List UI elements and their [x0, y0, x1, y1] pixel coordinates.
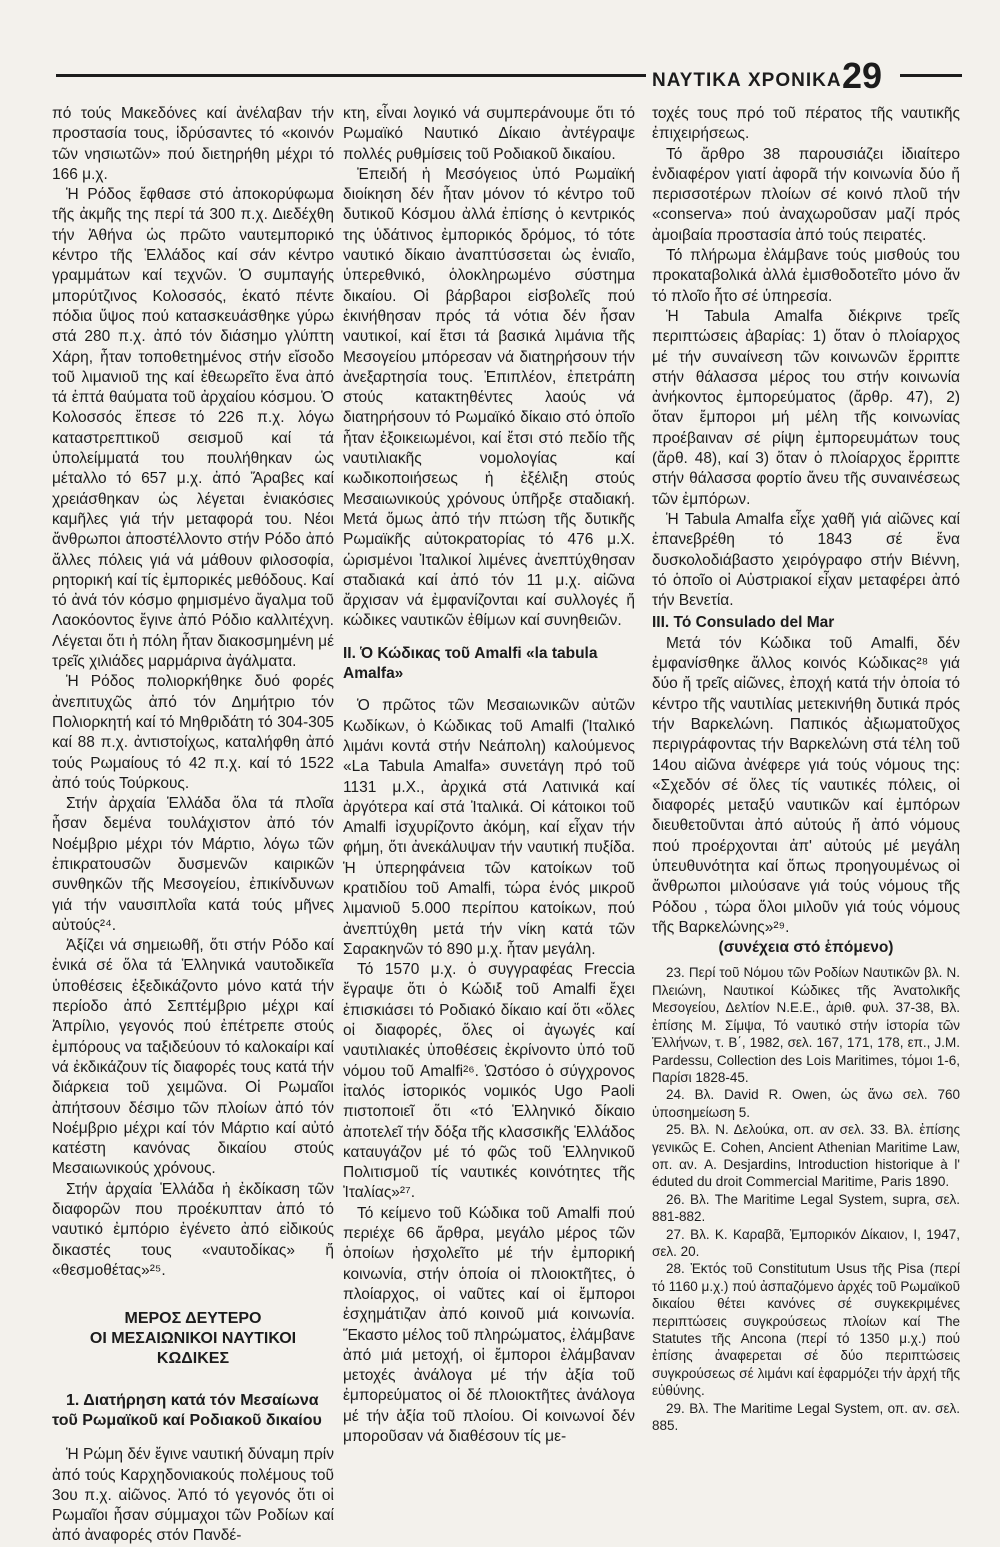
paragraph: Στήν ἀρχαία Ἑλλάδα ὅλα τά πλοῖα ἦσαν δεμένα τουλάχιστον ἀπό τόν Νοέμβριο μέχρι τόν Μάρτιο, λόγω τῶν ἐπικρατουσῶν δυσμενῶν καιρικῶν συνθηκῶν τῆς Μεσογείου, ἐπικίνδυνων γιά τήν ναυσιπλοΐα κατά τούς μῆνες αὐτούς²⁴. [52, 795, 334, 934]
subsection-title: 1. Διατήρηση κατά τόν Μεσαίωνα τοῦ Ρωμαϊκοῦ καί Ροδιακοῦ δικαίου [52, 1392, 322, 1430]
section-title: II. Ὁ Κώδικας τοῦ Amalfi «la tabula Amalfa» [343, 644, 598, 683]
paragraph: Ἐπειδή ἡ Μεσόγειος ὑπό Ρωμαϊκή διοίκηση δέν ἦταν μόνον τό κέντρο τοῦ δυτικοῦ Κόσμου ἀλλά ἐπίσης ὁ κεντρικός της ὑδάτινος ἐμπορικός δρόμος, τό τότε ναυτικό δίκαιο ἀναπτύσσεται ὡς ἑνιαῖο, ὑπερεθνικό, ὁλοκληρωμένο σύστημα δικαίου. Οἱ βάρβαροι εἰσβολεῖς πού ἐκινήθησαν πρός τά νότια δέν ἦσαν ναυτικοί, καί ἔτσι τά βασικά λιμάνια τῆς Μεσογείου μπόρεσαν νά διατηρήσουν τήν ἀνεξαρτησία τους. Ἐπιπλέον, ἐπετράπη στούς κατακτηθέντες λαούς νά διατηρήσουν τό Ρωμαϊκό δίκαιο στό ὁποῖο ἦταν ἐξοικειωμένοι, καί ἔτσι στό πεδίο τῆς ναυτιλιακῆς νομολογίας καί κωδικοποιήσεως ἡ ἐξέλιξη στούς Μεσαιωνικούς χρόνους ὑπῆρξε σταδιακή. Μετά ὅμως ἀπό τήν πτώση τῆς δυτικῆς Ρωμαϊκῆς αὐτοκρατορίας τό 476 μ.Χ. ὡρισμένοι Ἰταλικοί λιμένες ἀνεπτύχθησαν σταδιακά καί ἀπό τόν 11 μ.χ. αἰῶνα ἄρχισαν νά ἐμφανίζονται καί συλλογές ἤ κώδικες ναυτικῶν ἐθίμων καί συνηθειῶν. [343, 165, 635, 630]
paragraph: Ἡ Ρώμη δέν ἔγινε ναυτική δύναμη πρίν ἀπό τούς Καρχηδονιακούς πολέμους τοῦ 3ου π.χ. αἰῶνος. Ἀπό τό γεγονός ὅτι οἱ Ρωμαῖοι ἦσαν σύμμαχοι τῶν Ροδίων καί ἀπό ἀναφορές στόν Πανδέ- [52, 1446, 334, 1545]
text-column-3 [652, 104, 960, 1434]
footnote: 26. Βλ. The Maritime Legal System, supra, σελ. 881-882. [652, 1191, 960, 1225]
part-heading-line-1: ΜΕΡΟΣ ΔΕΥΤΕΡΟ [124, 1310, 262, 1328]
footnote: 24. Βλ. David R. Owen, ὡς ἄνω σελ. 760 ὑποσημείωση 5. [652, 1087, 960, 1120]
paragraph: Ἡ Ρόδος ἔφθασε στό ἀποκορύφωμα τῆς ἀκμῆς της περί τά 300 π.χ. Διεδέχθη τήν Ἀθήνα ὡς πρῶτο ναυτεμπορικό κέντρο τῆς Ἑλλάδος καί σάν κέντρο γραμμάτων καί τεχνῶν. Ὁ συμπαγής μπορύτζινος Κολοσσός, ἑκατό πέντε πόδια ὕψος πού κατασκευάσθηκε γύρω στά 280 π.χ. ἀπό τόν διάσημο γλύπτη Χάρη, ἦταν τοποθετημένος στήν εἴσοδο τοῦ λιμανιοῦ της καί ἐθεωρεῖτο ἕνα ἀπό τά ἑπτά θαύματα τοῦ ἀρχαίου κόσμου. Ὁ Κολοσσός ἔπεσε τό 226 π.χ. λόγω καταστρεπτικοῦ σεισμοῦ καί τά ὑπολείμματά του πουλήθηκαν ὡς μέταλλο τό 657 μ.χ. ἀπό Ἄραβες καί χρειάσθηκαν ὡς λέγεται ἐνιακόσιες καμῆλες γιά τήν μεταφορά του. Νέοι ἄνθρωποι ἀποστέλλοντο στήν Ρόδο ἀπό ἄλλες πόλεις γιά νά μάθουν φιλοσοφία, ρητορική καί τίς ἐμπορικές μεθόδους. Καί τό ἀνά τόν κόσμο φημισμένο ἄγαλμα τοῦ Λαοκόοντος ἔγινε ἀπό Ρόδιο καλλιτέχνη. Λέγεται ὅτι ἡ πόλη ἦταν διακοσμημένη μέ τρεῖς χιλιάδες μαρμάρινα ἀγάλματα. [52, 186, 334, 671]
footnote: 27. Βλ. Κ. Καραβᾶ, Ἐμπορικόν Δίκαιον, Ι, 1947, σελ. 20. [652, 1226, 960, 1259]
header-rule-right [900, 74, 962, 77]
paragraph: Ἡ Tabula Amalfa διέκρινε τρεῖς περιπτώσεις ἀβαρίας: 1) ὅταν ὁ πλοίαρχος μέ τήν συναίνεση τῶν κοινωνῶν ἔρριπτε στήν θάλασσα μέρος του στήν κοινωνία ἀνήκοντος ἐμπορεύματος (ἄρθρ. 47), 2) ὅταν ἔμποροι μή μέλη τῆς κοινωνίας προέβαιναν σέ ρίψη ἐμπορευμάτων τους (ἄρθ. 48), καί 3) ὅταν ὁ πλοίαρχος ἔρριπτε στήν θάλασσα φορτίο ἄνευ τῆς συναινέσεως τῶν ἐμπόρων. [652, 307, 960, 508]
paragraph: Τό 1570 μ.χ. ὁ συγγραφέας Freccia ἔγραψε ὅτι ὁ Κώδιξ τοῦ Amalfi ἔχει ἐπισκιάσει τό Ροδιακό δίκαιο καί ὅτι «ὅλες οἱ διαφορές, ὅλες οἱ ἀγωγές καί ναυτιλιακές ὑποθέσεις ἐκρίνοντο ὑπό τοῦ νόμου τοῦ Amalfi²⁶. Ὡστόσο ὁ σύγχρονος ἰταλός ἱστορικός νομικός Ugo Paoli πιστοποιεῖ ὅτι «τό Ἑλληνικό δίκαιο ἀποτελεῖ τήν δόξα τῆς κλασσικῆς Ἑλλάδος καταυγάζον μέ τό φῶς τοῦ Ἑλληνικοῦ Πολιτισμοῦ τίς ναυτικές κοινότητες τῆς Ἰταλίας»²⁷. [343, 961, 635, 1202]
text-column-2 [343, 104, 635, 1447]
footnote: 29. Βλ. The Maritime Legal System, οπ. αν. σελ. 885. [652, 1400, 960, 1434]
page-number: 29 [842, 55, 883, 96]
footnote: 25. Βλ. Ν. Δελούκα, οπ. αν σελ. 33. Βλ. ἐπίσης γενικῶς E. Cohen, Ancient Athenian Maritime Law, οπ. αν. A. Desjardins, Introduction historique à l' éduted du droit Commercial Maritime, Paris 1890. [652, 1122, 960, 1190]
paragraph: Ἡ Tabula Amalfa εἶχε χαθῆ γιά αἰῶνες καί ἐπανεβρέθη τό 1843 σέ ἕνα δυσκολοδιάβαστο χειρόγραφο στήν Βιέννη, τό ὁποῖο οἱ Αὐστριακοί εἶχαν μεταφέρει ἀπό τήν Βενετία. [652, 510, 960, 610]
footnotes [652, 964, 960, 1434]
paragraph: Στήν ἀρχαία Ἑλλάδα ἡ ἐκδίκαση τῶν διαφορῶν που προέκυπταν ἀπό τό ναυτικό ἐμπόριο ἐγένετο ἀπό εἰδικούς δικαστές τους «ναυτοδίκας» ἤ «θεσμοθέτας»²⁵. [52, 1180, 334, 1279]
section-title: III. Τό Consulado del Mar [652, 614, 835, 632]
part-heading-line-2: ΟΙ ΜΕΣΑΙΩΝΙΚΟΙ ΝΑΥΤΙΚΟΙ ΚΩΔΙΚΕΣ [89, 1330, 297, 1368]
paragraph: κτη, εἶναι λογικό νά συμπεράνουμε ὅτι τό Ρωμαϊκό Ναυτικό Δίκαιο ἀντέγραψε πολλές ρυθμίσεις τοῦ Ροδιακοῦ δικαίου. [343, 105, 635, 163]
paragraph: Τό πλήρωμα ἐλάμβανε τούς μισθούς του προκαταβολικά ἀλλά ἐμισθοδοτεῖτο μόνο ἄν τό πλοῖο ἦτο σέ ὑπηρεσία. [652, 247, 960, 305]
paragraph: Μετά τόν Κώδικα τοῦ Amalfi, δέν ἐμφανίσθηκε ἄλλος κοινός Κώδικας²⁸ γιά δύο ἤ τρεῖς αἰῶνες, ἐποχή κατά τήν ὁποία τό κέντρο τῆς ναυτιλίας μετεκινήθη δυτικά πρός τήν Βαρκελώνη. Παπικός ἀξιωματοῦχος περιγράφοντας τήν Βαρκελώνη στά τέλη τοῦ 14ου αἰῶνα ἀνέφερε γιά τούς νόμους της: «Σχεδόν σέ ὅλες τίς ναυτικές πόλεις, οἱ διαφορές μεταξύ ναυτικῶν καί ἐμπόρων διευθετοῦνται ἀπό αὐτούς ἤ ἀπό νόμους πού προέρχονται ἀπ' αὐτούς μέ μεγάλη ὑπευθυνότητα καί ὅπως προηγουμένως οἱ ἄνθρωποι μιλούσανε γιά τούς νόμους τῆς Ρόδου , τώρα ὅλοι μιλοῦν γιά τούς νόμους τῆς Βαρκελώνης»²⁹. [652, 634, 960, 936]
running-header-title: ΝΑΥΤΙΚΑ ΧΡΟΝΙΚΑ [652, 70, 842, 91]
paragraph: Τό κείμενο τοῦ Κώδικα τοῦ Amalfi πού περιέχε 66 ἄρθρα, μεγάλο μέρος τῶν ὁποίων ἠσχολεῖτο μέ τήν ἐμπορική κοινωνία, στήν ὁποία οἱ πλοιοκτῆτες, ὁ πλοίαρχος, οἱ ναῦτες καί οἱ ἔμποροι ἐσχημάτιζαν ἀπό κοινοῦ μιά κοινωνία. Ἕκαστο μέλος τοῦ πληρώματος, ἐλάμβανε ἀπό μιά μετοχή, οἱ ἔμποροι ἐλάμβαναν μετοχές ἀνάλογα μέ τήν ἀξία τοῦ ἐμπορεύματος οἱ δέ πλοιοκτῆτες ἀνάλογα μέ τήν ἀξία τοῦ πλοίου. Οἱ κοινωνοί δέν μποροῦσαν νά διαθέσουν τίς με- [343, 1204, 635, 1445]
part-heading [52, 1309, 334, 1369]
header-rule-left [56, 74, 646, 77]
paragraph: τοχές τους πρό τοῦ πέρατος τῆς ναυτικῆς ἐπιχειρήσεως. [652, 105, 960, 143]
paragraph: Ἀξίζει νά σημειωθῆ, ὅτι στήν Ρόδο καί ἐνικά σέ ὅλα τά Ἑλληνικά ναυτοδικεῖα ὑποθέσεις ἐξεδικάζοντο μόνο κατά τήν περίοδο ἀπό Σεπτέμβριο μέχρι καί Ἀπρίλιο, γεγονός πού ἐπέτρεπε στούς ἐμπόρους να ταξιδεύουν τό καλοκαίρι καί νά ἐκδικάζουν τίς διαφορές τους κατά τήν διάρκεια τοῦ χειμῶνα. Οἱ Ρωμαῖοι ἀπήτσουν δέσιμο τῶν πλοίων ἀπό τόν Νοέμβριο μέχρι καί τόν Μάρτιο καί αὐτό κατέστη κανόνας δικαίου στούς Μεσαιωνικούς χρόνους. [52, 937, 334, 1178]
paragraph: Τό ἄρθρο 38 παρουσιάζει ἰδιαίτερο ἐνδιαφέρον γιατί ἀφορᾶ τήν κοινωνία δύο ἤ περισσοτέρων πλοίων σέ κοινό πλοῦ τήν «conserva» πού ἀναχωροῦσαν μαζί πρός ἀμοιβαία προστασία ἀπό τούς πειρατές. [652, 145, 960, 244]
footnote: 28. Ἐκτός τοῦ Constitutum Usus τῆς Pisa (περί τό 1160 μ.χ.) πού ἀσπαζόμενο ἀρχές τοῦ Ρωμαϊκοῦ δικαίου θέτει κανόνες σέ συγκεκριμένες περιπτώσεις συγκρούσεως πλοίων καί The Statutes τῆς Ancona (περί τό 1350 μ.χ.) πού ἐπίσης ἀναφερεται σέ δύο περιπτώσεις συγκρούσεως σέ λιμάνι καί ἐφαρμόζει τήν ἀρχή τῆς εὐθύνης. [652, 1261, 960, 1399]
paragraph: Ὁ πρῶτος τῶν Μεσαιωνικῶν αὐτῶν Κωδίκων, ὁ Κώδικας τοῦ Amalfi (Ἰταλικό λιμάνι κοντά στήν Νεάπολη) καλούμενος «La Tabula Amalfa» συνετάγη πρό τοῦ 1131 μ.Χ., ἀρχικά στά Λατινικά καί ἀργότερα καί στά Ἰταλικά. Οἱ κάτοικοι τοῦ Amalfi ἰσχυρίζοντο ἀκόμη, καί εἶχαν τήν φήμη, ὅτι ἀνεκάλυψαν τήν ναυτική πυξίδα. Ἡ ὑπερηφάνεια τῶν κατοίκων τοῦ κρατιδίου τοῦ Amalfi, τώρα ἑνός μικροῦ λιμανιοῦ 5.000 περίπου κατοίκων, πού ἀνεπτύχθη μετά τήν νίκη κατά τῶν Σαρακηνῶν τό 890 μ.χ. ἦταν μεγάλη. [343, 697, 635, 958]
paragraph: πό τούς Μακεδόνες καί ἀνέλαβαν τήν προστασία τους, ἱδρύσαντες τό «κοινόν τῶν νησιωτῶν» πού διετηρήθη μέχρι τό 166 μ.χ. [52, 105, 334, 183]
text-column-1 [52, 104, 334, 1547]
footnote: 23. Περί τοῦ Νόμου τῶν Ροδίων Ναυτικῶν βλ. Ν. Πλειώνη, Ναυτικοί Κώδικες τῆς Ἀνατολικῆς Μεσογείου, Δελτίον Ν.Ε.Ε., ἀριθ. φυλ. 37-38, Βλ. ἐπίσης Μ. Σίμψα, Τό ναυτικό στήν ἱστορία τῶν Ἑλλήνων, τ. Β΄, 1982, σελ. 167, 171, 178, επ., J.M. Pardessu, Collection des Lois Maritimes, τόμοι 1-6, Παρίσι 1828-45. [652, 965, 960, 1085]
continued-note: (συνέχεια στό ἑπόμενο) [718, 939, 894, 957]
paragraph: Ἡ Ρόδος πολιορκήθηκε δυό φορές ἀνεπιτυχῶς ἀπό τόν Δημήτριο τόν Πολιορκητή καί τό Μηθριδάτη τό 304-305 καί 88 π.χ. ἀντιστοίχως, καταλήφθη ἀπό τούς Ρωμαίους τό 42 π.χ. καί τό 1522 ἀπό τούς Τούρκους. [52, 673, 334, 792]
